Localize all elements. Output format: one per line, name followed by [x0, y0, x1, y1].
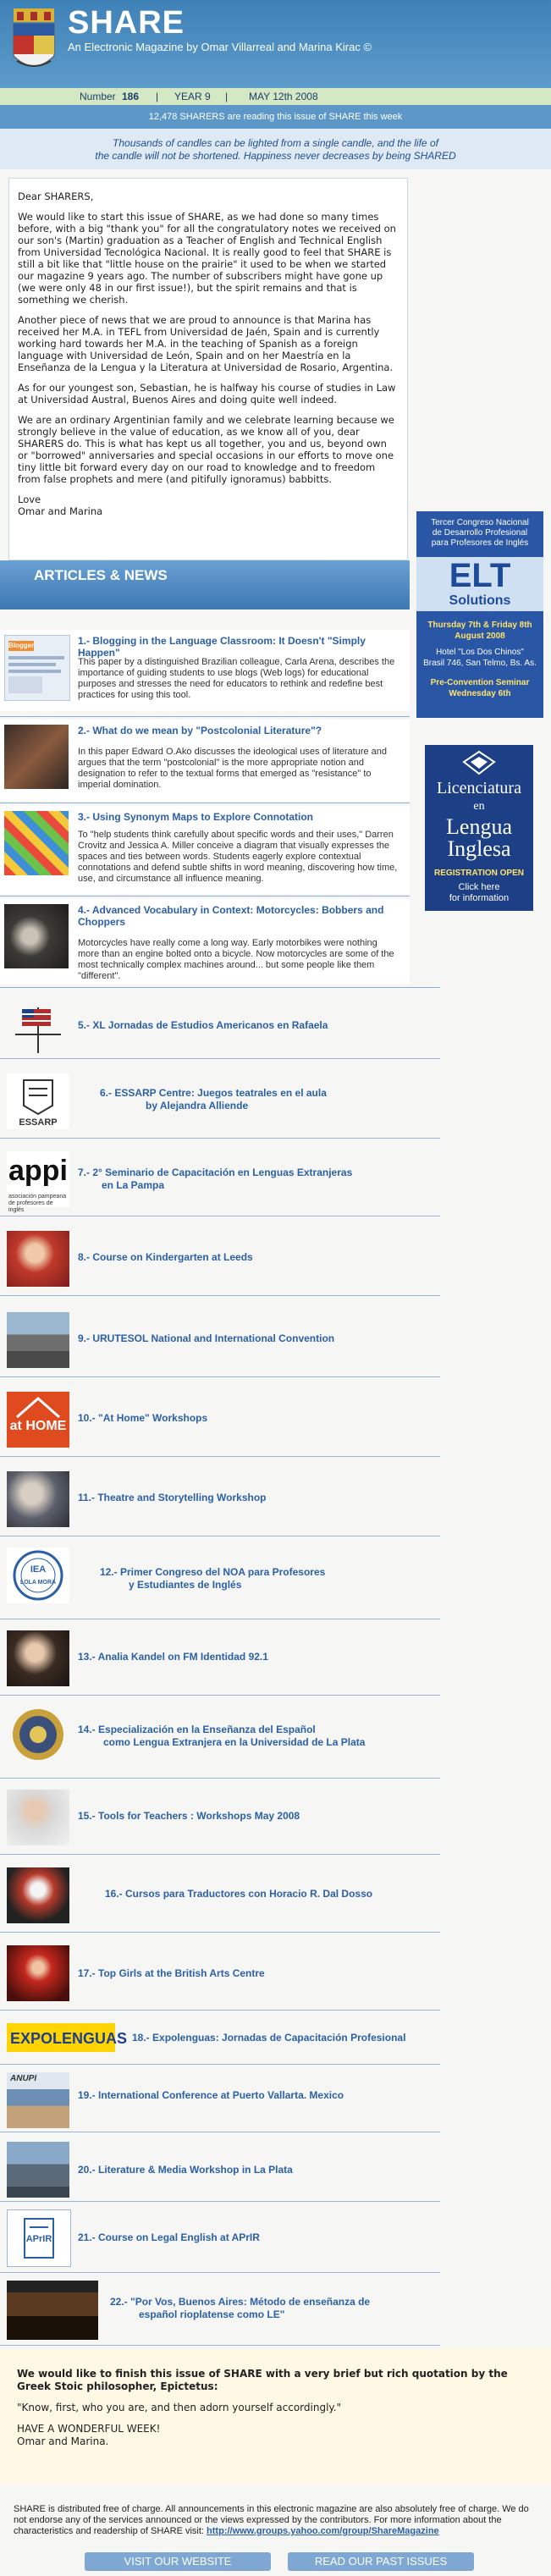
- news-item[interactable]: [0, 1786, 551, 1854]
- issue-year: YEAR 9: [174, 91, 211, 102]
- ad-line: para Profesores de Inglés: [431, 538, 529, 548]
- news-item[interactable]: [0, 2277, 551, 2345]
- article-item[interactable]: [0, 899, 410, 984]
- footer: [0, 2497, 551, 2548]
- news-item[interactable]: [0, 1627, 551, 1695]
- news-thumbnail: [7, 1790, 69, 1845]
- news-title-line[interactable]: 7.- 2° Seminario de Capacitación en Lenguas Extranjeras: [78, 1167, 353, 1178]
- news-thumbnail: [7, 1630, 69, 1686]
- letter-paragraph: We would like to start this issue of SHARE, as we had done so many times before, with a big "thank you" for all the congratulatory notes we received on our son's (Martin) graduation as a Teacher of English and Technical English from Universidad Tecnológica Nacional. It is really good to feel that SHARE is still a bit like that "little house on the prairie" it used to be when we started our magazine 9 years ago. The number of subscribers might have gone up (we were only 48 in our first issue!), but the spirit remains and that is something we cherish.: [18, 211, 396, 306]
- news-thumbnail: [7, 1945, 69, 2001]
- ad-venue: Hotel "Los Dos Chinos": [436, 648, 524, 657]
- news-title-line[interactable]: y Estudiantes de Inglés: [129, 1579, 242, 1591]
- essarp-logo-text: ESSARP: [19, 1117, 58, 1128]
- iea-logo: [7, 1547, 69, 1603]
- quote-line-2: the candle will not be shortened. Happiness never decreases by being SHARED: [95, 150, 456, 162]
- divider: [0, 2345, 440, 2346]
- aprir-logo: [7, 2209, 71, 2267]
- news-title-line[interactable]: by Alejandra Alliende: [146, 1100, 249, 1111]
- news-title-link[interactable]: 18.- Expolenguas: Jornadas de Capacitación Profesional: [132, 2032, 406, 2044]
- registration-open: REGISTRATION OPEN: [434, 869, 524, 878]
- article-title-link[interactable]: 4.- Advanced Vocabulary in Context: Motorcycles: Bobbers and Choppers: [78, 904, 384, 928]
- readers-count: 12,478 SHARERS are reading this issue of SHARE this week: [0, 105, 551, 129]
- divider: [0, 1932, 440, 1933]
- university-logo-icon: [462, 750, 496, 775]
- news-title-link[interactable]: 20.- Literature & Media Workshop in La Plata: [78, 2164, 293, 2176]
- news-item[interactable]: [0, 1068, 551, 1134]
- news-item[interactable]: [0, 1546, 551, 1617]
- news-item[interactable]: [0, 1468, 551, 1536]
- divider: [0, 1376, 440, 1377]
- ad-pre: Pre-Convention Seminar: [430, 678, 530, 687]
- news-thumbnail: [7, 1312, 69, 1368]
- divider: [0, 1456, 440, 1457]
- news-item[interactable]: [0, 1388, 551, 1456]
- anupi-logo-text: ANUPI: [10, 2074, 37, 2083]
- letter-paragraph: We are an ordinary Argentinian family and we celebrate learning because we strongly believe in the value of education, as we know all of you, dear SHARERS do. This is what has kept us all together, you and us, beyond own or "borrowed" anniversaries and special occasions in our efforts to move one tiny little bit forward every day on our road to knowledge and to freedom from false prophets and mere (and pitifully ignoramus) babbitts.: [18, 414, 394, 485]
- divider: [0, 1058, 440, 1059]
- ad-big-subtitle: Solutions: [449, 593, 511, 608]
- letter-signature: Omar and Marina: [18, 505, 103, 517]
- articles-heading-band: [0, 560, 410, 610]
- news-title-line[interactable]: español rioplatense como LE": [139, 2308, 285, 2320]
- issue-date: MAY 12th 2008: [249, 91, 318, 102]
- news-title-line[interactable]: 12.- Primer Congreso del NOA para Profesores: [100, 1566, 326, 1578]
- blogger-logo: Blogger: [8, 642, 35, 649]
- magazine-header: [0, 0, 551, 91]
- news-title-link[interactable]: 15.- Tools for Teachers : Workshops May 2008: [78, 1810, 300, 1822]
- letter-paragraph: Another piece of news that we are proud to announce is that Marina has received her M.A. in TEFL from Universidad de Jaén, Spain and is currently working hard towards her M.A. in the teaching of Spanish as a foreign language with Universidad de León, Spain and on her Maestría en la Enseñanza de la Lengua y la Literatura at Universidad de Rosario, Argentina.: [18, 314, 394, 373]
- article-description: Motorcycles have really come a long way. Early motorbikes were nothing more than an engine bolted onto a bicycle. Now motorcycles are some of the most technically complex machines around... but some people like them "different".: [78, 938, 394, 981]
- news-title-link[interactable]: [78, 1724, 365, 1749]
- ad-title: Inglesa: [447, 836, 511, 861]
- quote-line-1: Thousands of candles can be lighted from a single candle, and the life of: [113, 137, 438, 149]
- news-item[interactable]: [0, 2069, 551, 2137]
- essarp-logo: [7, 1073, 69, 1129]
- closing-quote: "Know, first, who you are, and then adorn yourself accordingly.": [17, 2402, 342, 2413]
- article-description: This paper by a distinguished Brazilian colleague, Carla Arena, describes the importance of guiding students to use blogs (Web logs) for educational purposes and stresses the need for educators to rethink and redefine best practices for using this tool.: [78, 657, 395, 700]
- article-thumbnail: [4, 811, 69, 875]
- news-item[interactable]: [0, 2138, 551, 2206]
- click-here-link[interactable]: Click here: [458, 882, 500, 892]
- ad-pre: Wednesday 6th: [449, 689, 511, 698]
- article-thumbnail: [4, 635, 70, 701]
- at-home-logo-text: at HOME: [9, 1419, 67, 1433]
- visit-website-button[interactable]: VISIT OUR WEBSITE: [85, 2552, 271, 2571]
- article-item[interactable]: [0, 720, 410, 801]
- divider: [0, 1695, 440, 1696]
- divider: [0, 2272, 440, 2273]
- issue-info-bar: Number 186 | YEAR 9 | MAY 12th 2008: [0, 88, 551, 105]
- news-thumbnail: [7, 1867, 69, 1923]
- expolenguas-logo-text: EXPOLENGUAS: [10, 2030, 128, 2047]
- divider: [0, 1854, 440, 1855]
- news-thumbnail: [7, 2142, 69, 2198]
- news-title-link[interactable]: 13.- Analia Kandel on FM Identidad 92.1: [78, 1651, 268, 1663]
- ad-line: Tercer Congreso Nacional: [431, 518, 529, 527]
- article-title-link[interactable]: 2.- What do we mean by "Postcolonial Literature"?: [78, 725, 322, 736]
- ad-title: Lengua: [446, 814, 512, 839]
- news-title-link[interactable]: 19.- International Conference at Puerto Vallarta. Mexico: [78, 2089, 344, 2101]
- news-title-link[interactable]: 17.- Top Girls at the British Arts Centre: [78, 1967, 265, 1979]
- editors-letter: [8, 178, 408, 560]
- news-title-link[interactable]: 5.- XL Jornadas de Estudios Americanos en Rafaela: [78, 1019, 328, 1031]
- article-description: In this paper Edward O.Ako discusses the ideological uses of literature and argues that the term "postcolonial" is the more appropriate notion and designation to refer to the textual forms that emerged as "resistance" to imperial domination.: [78, 747, 388, 790]
- news-item[interactable]: [0, 1703, 551, 1778]
- coat-of-arms-icon: [8, 5, 59, 81]
- news-thumbnail: [7, 2281, 98, 2340]
- news-title-link[interactable]: 11.- Theatre and Storytelling Workshop: [78, 1492, 267, 1503]
- divider: [0, 987, 440, 988]
- divider: [0, 716, 410, 717]
- news-title-link[interactable]: [100, 1566, 325, 1591]
- appi-logo: [7, 1151, 69, 1213]
- candle-quote: [0, 129, 551, 169]
- news-title-link[interactable]: 16.- Cursos para Traductores con Horacio R. Dal Dosso: [105, 1888, 373, 1900]
- article-description: To "help students think carefully about specific words and their uses," Darren Crovitz and Jessica A. Miller conceive a diagram that visually expresses the spaces and ties between words. Students eagerly explore contextual connotations and defend subtle shifts in word meaning, discovering how time, use, and circumstance all influence meaning.: [78, 830, 398, 884]
- article-thumbnail: [4, 725, 69, 789]
- news-title-line[interactable]: 6.- ESSARP Centre: Juegos teatrales en el aula: [100, 1087, 327, 1099]
- iea-logo-caption: LOLA MORA: [19, 1580, 57, 1586]
- news-item[interactable]: [0, 1148, 551, 1216]
- news-title-line[interactable]: 14.- Especialización en la Enseñanza del Español: [78, 1724, 316, 1735]
- click-here-link[interactable]: for information: [449, 893, 510, 903]
- news-item[interactable]: [0, 1309, 551, 1376]
- at-home-logo: [7, 1392, 69, 1448]
- closing-signature: Omar and Marina.: [17, 2435, 109, 2447]
- letter-greeting: Dear SHARERS,: [18, 190, 94, 202]
- news-item[interactable]: [0, 1227, 551, 1295]
- divider: [0, 1778, 440, 1779]
- past-issues-button[interactable]: READ OUR PAST ISSUES: [288, 2552, 474, 2571]
- number-label: Number: [80, 91, 116, 102]
- issue-number: 186: [122, 91, 140, 102]
- yahoo-group-link[interactable]: http://www.groups.yahoo.com/group/ShareMagazine: [207, 2526, 439, 2536]
- news-item[interactable]: [0, 1864, 551, 1932]
- iea-logo-text: IEA: [30, 1564, 47, 1575]
- news-title-line[interactable]: como Lengua Extranjera en la Universidad de La Plata: [103, 1736, 366, 1748]
- letter-signoff: Love: [18, 494, 41, 505]
- letter-paragraph: As for our youngest son, Sebastian, he is halfway his course of studies in Law at Universidad Austral, Buenos Aires and doing quite well indeed.: [18, 382, 396, 405]
- essarp-emblem-icon: [7, 1073, 69, 1116]
- ad-line: de Desarrollo Profesional: [432, 528, 528, 538]
- magazine-title: SHARE: [68, 5, 185, 41]
- iea-emblem-icon: [7, 1547, 69, 1603]
- ad-date: Thursday 7th & Friday 8th: [427, 621, 532, 630]
- news-title-link[interactable]: 8.- Course on Kindergarten at Leeds: [78, 1251, 253, 1263]
- weathervane-icon: [7, 999, 69, 1055]
- news-title-line[interactable]: en La Pampa: [102, 1179, 165, 1191]
- divider: [0, 2064, 440, 2065]
- ad-big-title: ELT: [449, 557, 511, 594]
- ad-title: Licenciatura: [437, 779, 521, 797]
- university-seal-icon: [7, 1707, 69, 1762]
- news-title-link[interactable]: [100, 1087, 327, 1112]
- news-title-link[interactable]: 10.- "At Home" Workshops: [78, 1412, 208, 1424]
- divider: [0, 1295, 440, 1296]
- ad-title: en: [473, 800, 485, 813]
- article-thumbnail: [4, 904, 69, 968]
- article-item[interactable]: [0, 630, 410, 711]
- appi-logo-text: appi: [8, 1155, 68, 1187]
- closing-intro: We would like to finish this issue of SHARE with a very brief but rich quotation by the Greek Stoic philosopher, Epictetus:: [17, 2368, 508, 2392]
- news-item[interactable]: [0, 2206, 551, 2277]
- article-title-link[interactable]: 3.- Using Synonym Maps to Explore Connotation: [78, 811, 314, 823]
- news-title-link[interactable]: [78, 1167, 352, 1192]
- news-title-link[interactable]: 21.- Course on Legal English at APrIR: [78, 2231, 260, 2243]
- article-title-link[interactable]: 1.- Blogging in the Language Classroom: It Doesn't "Simply Happen": [78, 635, 366, 659]
- news-item[interactable]: [0, 996, 551, 1058]
- appi-logo-caption: asociación pampeana de profesores de inglés: [8, 1194, 67, 1213]
- ad-date: August 2008: [455, 632, 505, 641]
- closing-bye: HAVE A WONDERFUL WEEK!: [17, 2423, 161, 2435]
- news-item[interactable]: [0, 1942, 551, 2010]
- divider: [0, 2010, 440, 2011]
- aprir-logo-text: APrIR: [25, 2234, 52, 2244]
- closing-section: [0, 2349, 551, 2485]
- magazine-subtitle: An Electronic Magazine by Omar Villarreal and Marina Kirac ©: [68, 41, 372, 53]
- elt-solutions-ad[interactable]: [416, 511, 543, 718]
- ad-venue: Brasil 746, San Telmo, Bs. As.: [423, 659, 537, 668]
- footer-text: SHARE is distributed free of charge. All announcements in this electronic magazine are also absolutely free of charge. We do not endorse any of the services announced or the views expressed by the contributors. For more information about the characteristics and readership of SHARE visit:: [14, 2504, 529, 2536]
- news-title-link[interactable]: 9.- URUTESOL National and International Convention: [78, 1332, 335, 1344]
- news-title-link[interactable]: [110, 2296, 370, 2321]
- divider: [0, 1138, 440, 1139]
- expolenguas-logo: [7, 2023, 128, 2052]
- licenciatura-ad[interactable]: [425, 745, 533, 911]
- news-thumbnail: [7, 1471, 69, 1527]
- anupi-logo: [7, 2072, 69, 2128]
- news-thumbnail: [7, 1231, 69, 1287]
- news-item[interactable]: [0, 2018, 551, 2069]
- article-item[interactable]: [0, 806, 410, 894]
- news-title-line[interactable]: 22.- "Por Vos, Buenos Aires: Método de enseñanza de: [110, 2296, 371, 2308]
- articles-heading: ARTICLES & NEWS: [34, 567, 168, 583]
- divider: [0, 2201, 440, 2202]
